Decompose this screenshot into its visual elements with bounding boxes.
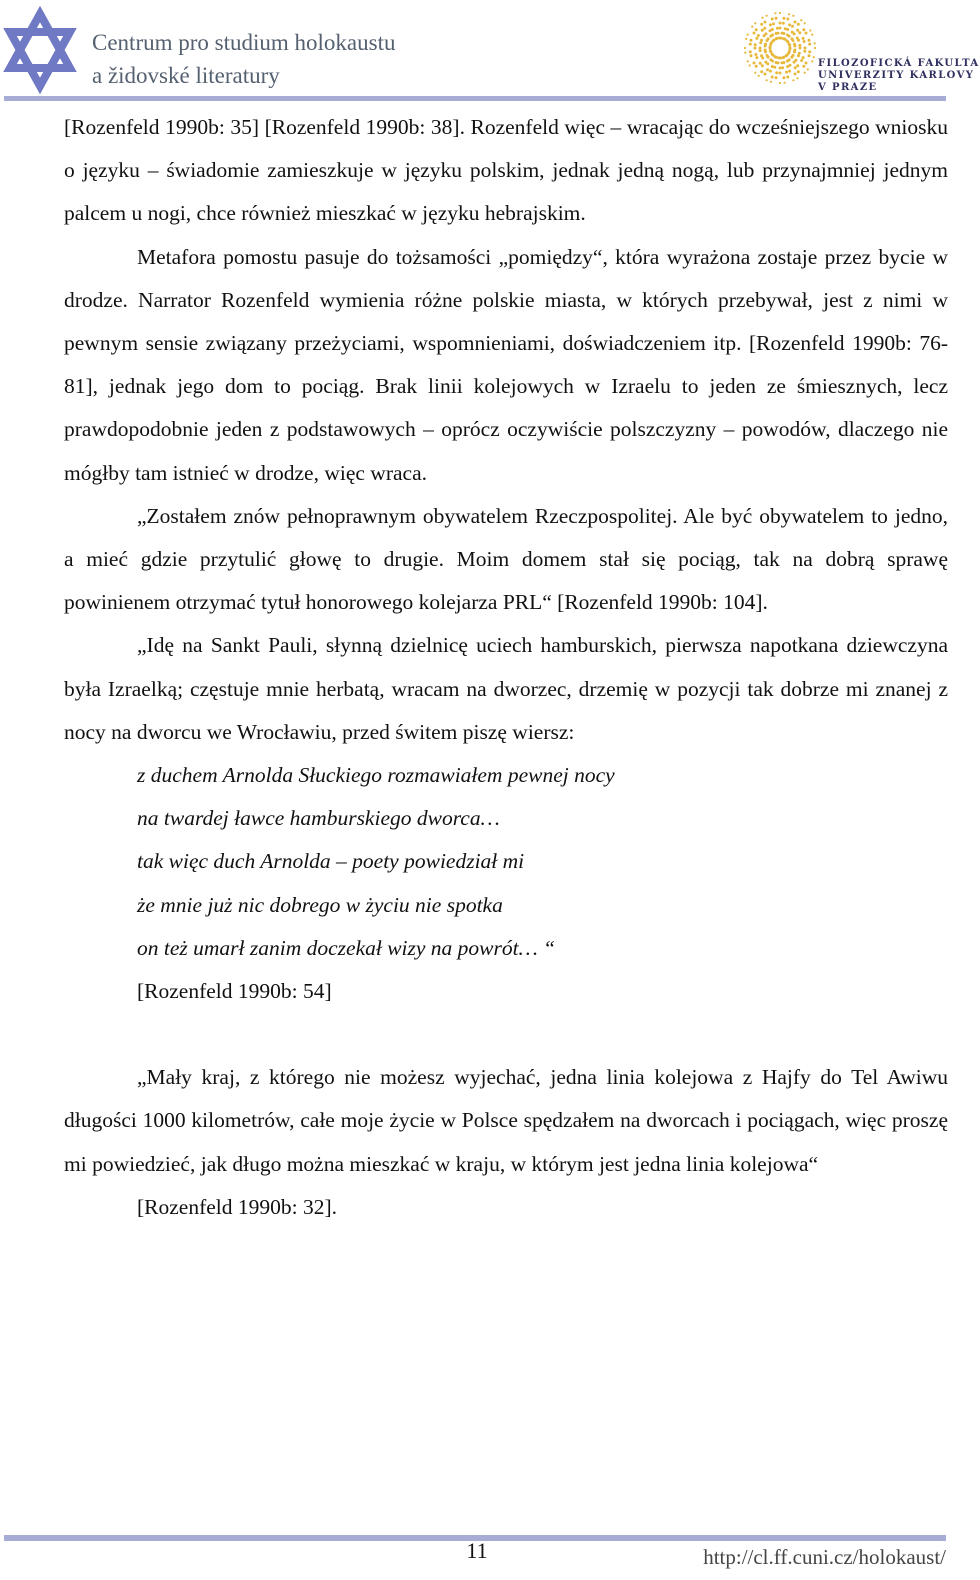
sun-ray-dot (772, 22, 775, 25)
sun-ray-dot (777, 32, 780, 35)
sun-ray-dot (782, 17, 785, 20)
sun-ray-dot (808, 39, 811, 42)
sun-ray-dot (794, 66, 797, 69)
sun-ray-dot (766, 68, 769, 71)
sun-ray-dot (799, 47, 802, 50)
sun-ray-dot (769, 70, 772, 73)
faculty-name-line-2: UNIVERZITY KARLOVY (818, 70, 975, 81)
paragraph-1: [Rozenfeld 1990b: 35] [Rozenfeld 1990b: 38]. Rozenfeld więc – wracając do wcześniejszego wniosku o języku – świadomie zamieszkuje w języku polskim, jednak jedną nogą, lub przynajmniej jednym palcem u nogi, chce również mieszkać w języku hebrajskim. (64, 115, 948, 226)
sun-ray-dot (802, 37, 805, 40)
center-name-line-2: a židovské literatury (92, 63, 280, 88)
sun-ray-dot (786, 65, 789, 68)
faculty-name (818, 58, 980, 94)
sun-ray-dot (760, 23, 763, 26)
sun-ray-dot (797, 54, 800, 57)
sun-ray-dot (754, 43, 757, 46)
sun-ray-dot (788, 44, 791, 47)
sun-ray-dot (788, 13, 790, 15)
sun-ray-dot (798, 44, 801, 47)
sun-ray-dot (775, 61, 778, 64)
sun-ray-dot (804, 72, 806, 74)
sun-ray-dot (764, 43, 767, 46)
sun-ray-dot (793, 45, 796, 48)
sun-ray-dot (757, 34, 760, 37)
sun-ray-dot (808, 43, 811, 46)
sun-ray-dot (767, 37, 770, 40)
sun-ray-dot (764, 49, 767, 52)
sun-ray-dot (786, 76, 789, 79)
sun-ray-dot (803, 40, 806, 43)
sun-ray-dot (814, 42, 816, 44)
sun-ray-dot (811, 34, 813, 36)
sun-ray-dot (758, 75, 760, 77)
sun-ray-dot (807, 68, 809, 70)
sun-ray-dot (769, 58, 772, 61)
sun-ray-dot (785, 71, 788, 74)
sun-ray-dot (749, 50, 752, 53)
poem-line: że mnie już nic dobrego w życiu nie spotka (137, 892, 503, 917)
sun-ray-dot (790, 56, 793, 59)
sun-ray-dot (792, 15, 794, 17)
sun-rays-icon (740, 4, 820, 96)
sun-ray-dot (800, 19, 802, 21)
sun-ray-dot (755, 28, 758, 31)
page-number: 11 (466, 1538, 488, 1563)
sun-ray-dot (797, 39, 800, 42)
sun-ray-dot (775, 17, 778, 20)
sun-ray-dot (792, 79, 794, 81)
sun-ray-dot (796, 64, 799, 67)
poem-line: z duchem Arnolda Słuckiego rozmawiałem pewnej nocy (137, 763, 615, 788)
sun-ray-dot (798, 31, 801, 34)
sun-ray-dot (803, 50, 806, 53)
sun-ray-dot (760, 39, 763, 42)
sun-ray-dot (750, 54, 753, 57)
sun-ray-dot (791, 25, 794, 28)
poem-line: na twardej ławce hamburskiego dworca… (137, 806, 500, 831)
sun-ray-dot (813, 56, 815, 58)
sun-ray-dot (804, 47, 807, 50)
sun-ray-dot (802, 65, 805, 68)
sun-ray-dot (771, 18, 774, 21)
sun-ray-dot (753, 32, 756, 35)
sun-ray-dot (779, 22, 782, 25)
sun-ray-dot (794, 73, 797, 76)
sun-ray-dot (779, 27, 782, 30)
sun-ray-dot (796, 29, 799, 32)
page-header (0, 0, 980, 104)
sun-ray-dot (764, 21, 767, 24)
sun-ray-dot (776, 27, 779, 30)
sun-ray-dot (754, 72, 756, 74)
sun-ray-dot (755, 37, 758, 40)
sun-ray-dot (760, 54, 763, 57)
sun-ray-dot (763, 27, 766, 30)
sun-ray-dot (744, 47, 746, 49)
sun-ray-dot (800, 59, 803, 62)
sun-ray-dot (793, 50, 796, 53)
sun-ray-dot (809, 29, 811, 31)
sun-ray-dot (788, 23, 791, 26)
sun-ray-dot (771, 34, 774, 37)
sun-ray-dot (793, 61, 796, 64)
sun-ray-dot (786, 60, 789, 63)
sun-ray-dot (775, 71, 778, 74)
sun-ray-dot (759, 47, 762, 50)
sun-ray-dot (808, 50, 811, 53)
poem-line: on też umarł zanim doczekał wizy na powrót… “ (137, 935, 556, 960)
sun-ray-dot (761, 17, 763, 19)
sun-ray-dot (761, 29, 764, 32)
sun-ray-dot (774, 12, 776, 14)
poem-quote (64, 754, 948, 970)
paragraph-5: „Mały kraj, z którego nie możesz wyjechać, jedna linia kolejowa z Hajfy do Tel Awiwu długości 1000 kilometrów, całe moje życie w Polsce spędzałem na dworcach i pociągach, więc proszę mi powiedzieć, jak długo można mieszkać w kraju, w którym jest jedna linia kolejowa“ (64, 1065, 948, 1176)
sun-ray-dot (802, 28, 805, 31)
star-of-david-logo (4, 10, 76, 90)
sun-ray-dot (788, 70, 791, 73)
sun-ray-dot (782, 76, 785, 79)
document-body (64, 106, 948, 1229)
sun-ray-dot (797, 70, 800, 73)
footer-url-link[interactable]: http://cl.ff.cuni.cz/holokaust/ (703, 1545, 946, 1569)
sun-ray-dot (770, 81, 772, 83)
sun-ray-dot (805, 62, 808, 65)
sun-ray-dot (760, 70, 763, 73)
sun-ray-dot (747, 60, 749, 62)
sun-ray-dot (794, 21, 797, 24)
center-name (92, 26, 395, 92)
faculty-name-line-1: FILOZOFICKÁ FAKULTA (818, 58, 980, 69)
header-divider (4, 96, 946, 101)
sun-ray-dot (771, 76, 774, 79)
citation-2: [Rozenfeld 1990b: 32]. (137, 1194, 338, 1219)
faculty-logo (740, 4, 980, 96)
sun-ray-dot (784, 82, 786, 84)
sun-ray-dot (797, 23, 800, 26)
sun-ray-dot (771, 65, 774, 68)
sun-ray-dot (769, 23, 772, 26)
sun-ray-dot (788, 35, 791, 38)
sun-ray-dot (796, 77, 798, 79)
sun-ray-dot (755, 56, 758, 59)
sun-ray-dot (776, 37, 779, 40)
sun-ray-dot (805, 32, 808, 35)
sun-ray-dot (779, 82, 781, 84)
sun-ray-dot (808, 54, 811, 57)
sun-ray-dot (786, 18, 789, 21)
sun-ray-dot (749, 43, 752, 46)
sun-ray-dot (764, 32, 767, 35)
sun-ray-dot (747, 34, 749, 36)
sun-ray-dot (782, 32, 785, 35)
spacer (64, 1013, 948, 1056)
sun-ray-dot (766, 79, 768, 81)
sun-ray-dot (769, 49, 772, 52)
citation-1: [Rozenfeld 1990b: 54] (137, 979, 332, 1004)
sun-ray-dot (759, 62, 762, 65)
sun-ray-dot (754, 47, 757, 50)
sun-ray-dot (755, 65, 758, 68)
sun-ray-dot (745, 38, 747, 40)
sun-ray-dot (802, 56, 805, 59)
sun-ray-dot (792, 39, 795, 42)
sun-ray-dot (771, 28, 774, 31)
sun-ray-dot (754, 53, 757, 56)
sun-ray-dot (786, 28, 789, 31)
sun-ray-dot (779, 67, 782, 70)
sun-ray-dot (814, 47, 816, 49)
sun-ray-dot (781, 61, 784, 64)
sun-ray-dot (766, 54, 769, 57)
sun-ray-dot (749, 64, 751, 66)
sun-ray-dot (782, 22, 785, 25)
faculty-name-line-3: V PRAZE (818, 82, 878, 93)
sun-ray-dot (793, 32, 796, 35)
sun-ray-dot (779, 72, 782, 75)
sun-ray-dot (781, 66, 784, 69)
sun-ray-dot (779, 12, 781, 14)
sun-ray-dot (764, 73, 767, 76)
sun-ray-dot (744, 52, 746, 54)
sun-ray-dot (775, 76, 778, 79)
paragraph-4: „Idę na Sankt Pauli, słynną dzielnicę uciech hamburskich, pierwsza napotkana dziewczyna była Izraelką; częstuje mnie herbatą, wracam na dworzec, drzemię w pozycji tak dobrze mi znanej z nocy na dworcu we Wrocławiu, przed świtem piszę wiersz: (64, 633, 948, 744)
paragraph-3: „Zostałem znów pełnoprawnym obywatelem Rzeczpospolitej. Ale być obywatelem to jedno, a mieć gdzie przytulić głowę to drugie. Moim domem stał się pociąg, tak na dobrą sprawę powinienem otrzymać tytuł honorowego kolejarza PRL“ [Rozenfeld 1990b: 104]. (64, 503, 948, 615)
paragraph-2: Metafora pomostu pasuje do tożsamości „pomiędzy“, która wyrażona zostaje przez bycie w drodze. Narrator Rozenfeld wymienia różne polskie miasta, w których przebywał, jest z nimi w pewnym sensie związany przeżyciami, wspomnieniami, doświadczeniem itp. [Rozenfeld 1990b: 76-81], jednak jego dom to pociąg. Brak linii kolejowych w Izraelu to jeden ze śmiesznych, lecz prawdopodobnie jeden z podstawowych – oprócz oczywiście polszczyzny – powodów, dlaczego nie mógłby tam istnieć w drodze, więc wraca. (64, 244, 948, 485)
sun-ray-dot (804, 22, 806, 24)
sun-ray-dot (811, 60, 813, 62)
sun-ray-dot (759, 49, 762, 52)
sun-ray-dot (781, 56, 784, 59)
poem-line: tak więc duch Arnolda – poety powiedział mi (137, 849, 525, 874)
sun-ray-dot (761, 64, 764, 67)
sun-ray-dot (751, 26, 753, 28)
sun-ray-dot (754, 22, 756, 24)
sun-ray-dot (750, 39, 753, 42)
center-name-line-1: Centrum pro studium holokaustu (92, 30, 396, 55)
sun-ray-dot (764, 61, 767, 64)
sun-ray-dot (766, 15, 768, 17)
sun-ray-dot (753, 62, 756, 65)
